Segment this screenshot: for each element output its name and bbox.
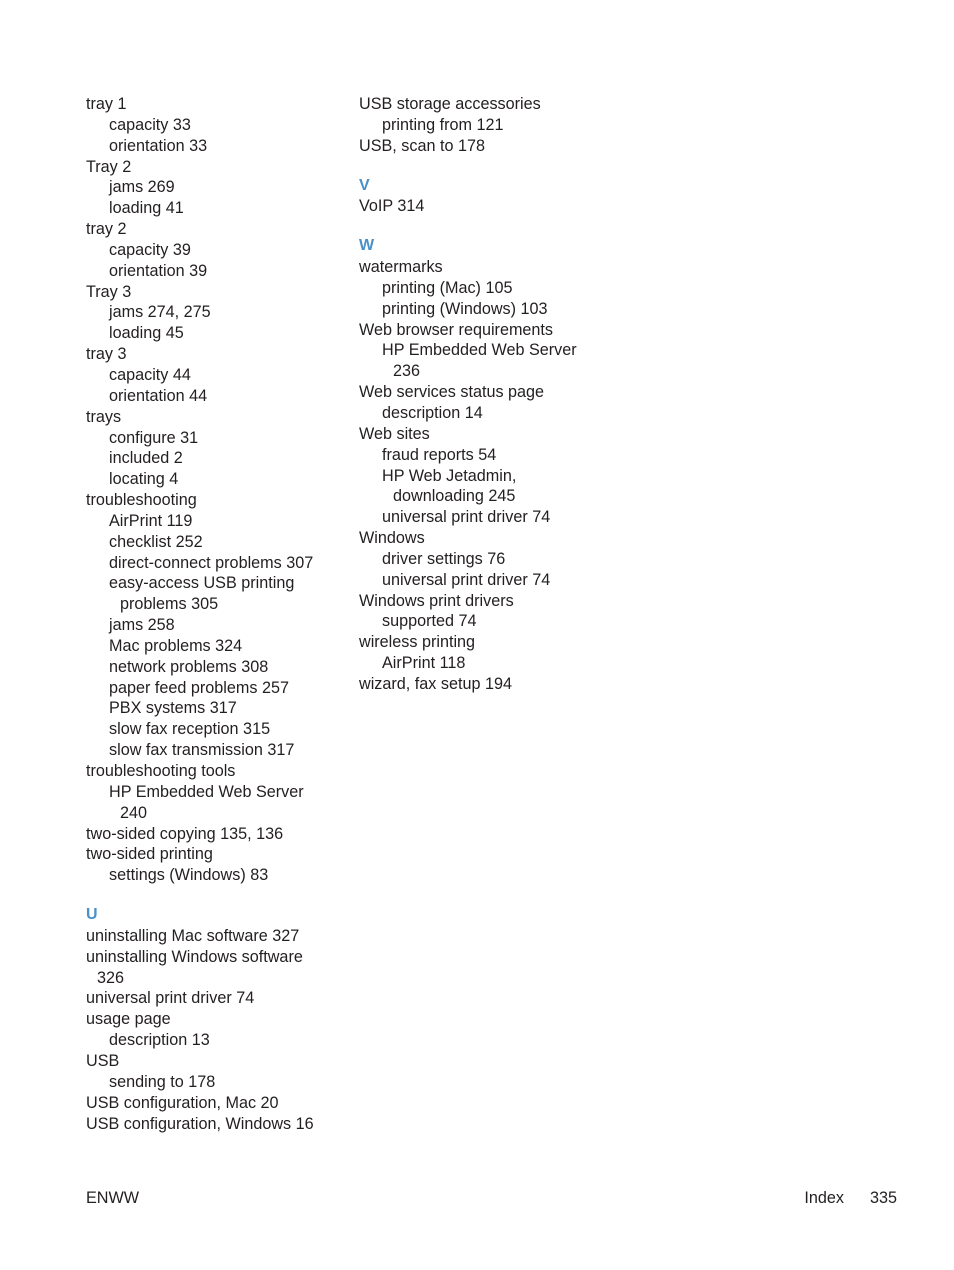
index-subentry: locating 4 [109,470,179,489]
index-entry: Windows print drivers [359,591,514,610]
index-subentry: Mac problems 324 [109,636,243,655]
index-subentry: easy-access USB printing [109,574,295,593]
index-entry: two-sided copying 135, 136 [86,824,284,843]
index-subentry: capacity 33 [109,115,191,134]
index-entry: uninstalling Windows software [86,947,303,966]
index-subentry: direct-connect problems 307 [109,553,314,572]
index-entry: wireless printing [359,633,476,652]
index-continuation: 240 [120,803,148,822]
footer-right [804,1187,897,1209]
index-subentry: driver settings 76 [382,549,506,568]
index-entry: Tray 2 [86,157,132,176]
footer-doc-code: ENWW [86,1189,140,1207]
index-subentry: slow fax transmission 317 [109,741,295,760]
index-column-right [359,94,619,695]
index-subentry: orientation 39 [109,261,208,280]
index-subentry: HP Embedded Web Server [382,341,577,360]
index-subentry: HP Embedded Web Server [109,782,304,801]
index-entry: VoIP 314 [359,197,425,216]
index-entry: Tray 3 [86,282,132,301]
index-subentry: AirPrint 118 [382,654,466,673]
index-entry: USB storage accessories [359,95,541,113]
index-entry: two-sided printing [86,845,213,864]
index-entry: wizard, fax setup 194 [359,674,512,693]
index-subentry: HP Web Jetadmin, [382,466,517,485]
index-subentry: printing from 121 [382,115,504,134]
index-entry: trays [86,407,122,426]
index-subentry: loading 41 [109,199,184,218]
section-letter: W [359,237,375,255]
index-continuation: 326 [97,968,125,987]
index-subentry: settings (Windows) 83 [109,866,269,885]
index-subentry: PBX systems 317 [109,699,237,718]
footer-left [86,1187,139,1209]
index-subentry: printing (Mac) 105 [382,278,513,297]
index-subentry: configure 31 [109,428,199,447]
index-continuation: 236 [393,362,421,381]
index-subentry: universal print driver 74 [382,508,551,527]
index-entry: universal print driver 74 [86,989,255,1008]
index-entry: troubleshooting tools [86,762,236,780]
index-entry: uninstalling Mac software 327 [86,926,300,945]
index-entry: USB configuration, Mac 20 [86,1093,279,1112]
index-subentry: sending to 178 [109,1072,216,1091]
index-subentry: included 2 [109,449,183,468]
index-subentry: jams 258 [109,616,175,635]
index-entry: Web browser requirements [359,320,554,339]
index-column-left [86,94,346,1134]
index-subentry: fraud reports 54 [382,445,497,464]
index-entry: USB configuration, Windows 16 [86,1114,314,1133]
index-subentry: checklist 252 [109,532,203,551]
index-entry: tray 1 [86,95,127,113]
index-subentry: orientation 33 [109,136,208,155]
index-entry: USB [86,1051,120,1070]
index-entry: USB, scan to 178 [359,136,485,155]
index-subentry: jams 274, 275 [109,303,211,322]
page-number: 335 [869,1189,897,1207]
index-entry: Windows [359,529,425,548]
index-subentry: jams 269 [109,178,175,197]
index-entry: troubleshooting [86,491,197,510]
index-subentry: universal print driver 74 [382,570,551,589]
index-continuation: problems 305 [120,595,219,614]
index-subentry: printing (Windows) 103 [382,299,548,318]
index-entry: Web sites [359,424,430,443]
index-subentry: paper feed problems 257 [109,678,289,697]
index-subentry: description 14 [382,403,483,422]
index-entry: watermarks [359,258,443,277]
index-subentry: supported 74 [382,612,477,631]
index-subentry: description 13 [109,1031,210,1050]
index-continuation: downloading 245 [393,487,516,506]
section-letter: V [359,176,370,194]
index-subentry: capacity 39 [109,240,191,259]
index-entry: usage page [86,1010,171,1029]
index-subentry: loading 45 [109,324,184,343]
index-entry: tray 2 [86,220,127,239]
index-subentry: orientation 44 [109,386,208,405]
index-entry: Web services status page [359,383,545,402]
section-letter: U [86,906,98,924]
index-entry: tray 3 [86,345,127,364]
index-subentry: AirPrint 119 [109,511,193,530]
footer-section: Index [804,1189,844,1207]
index-subentry: capacity 44 [109,365,191,384]
index-subentry: network problems 308 [109,657,269,676]
index-subentry: slow fax reception 315 [109,720,271,739]
